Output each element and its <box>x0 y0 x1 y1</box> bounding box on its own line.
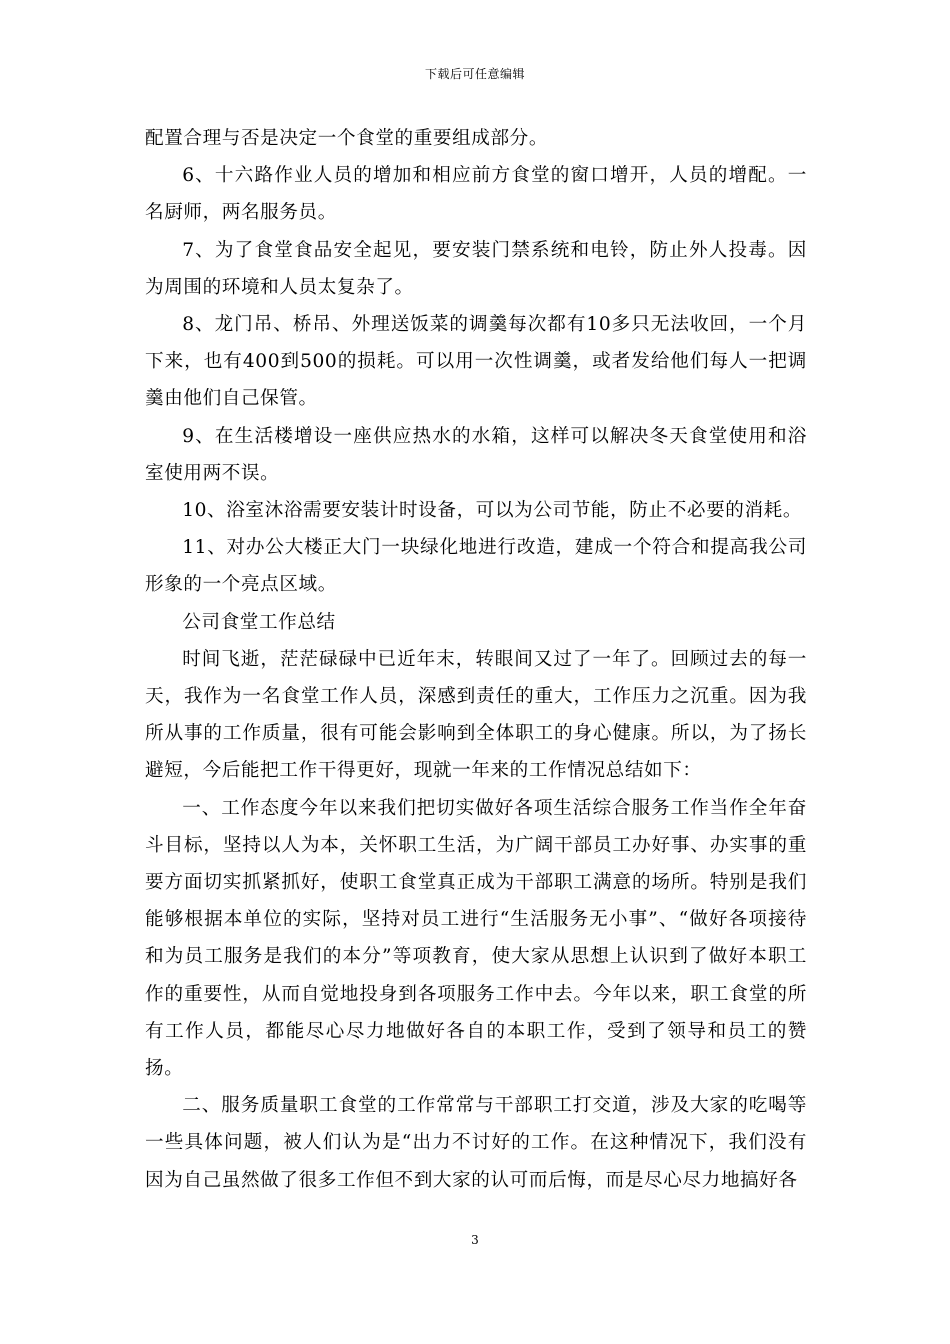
paragraph-intro: 时间飞逝，茫茫碌碌中已近年末，转眼间又过了一年了。回顾过去的每一天，我作为一名食堂工作人员，深感到责任的重大，工作压力之沉重。因为我所从事的工作质量，很有可能会影响到全体职工的身心健康。所以，为了扬长避短，今后能把工作干得更好，现就一年来的工作情况总结如下： <box>145 648 807 782</box>
page-header: 下载后可任意编辑 <box>424 67 525 81</box>
paragraph-section-1: 一、工作态度今年以来我们把切实做好各项生活综合服务工作当作全年奋斗目标，坚持以人为本，关怀职工生活，为广阔干部员工办好事、办实事的重要方面切实抓紧抓好，使职工食堂真正成为干部职工满意的场所。特别是我们能够根据本单位的实际，坚持对员工进行“生活服务无小事”、“做好各项接待和为员工服务是我们的本分”等项教育，使大家从思想上认识到了做好本职工作的重要性，从而自觉地投身到各项服务工作中去。今年以来，职工食堂的所有工作人员，都能尽心尽力地做好各自的本职工作，受到了领导和员工的赞扬。 <box>145 797 807 1080</box>
page-number: 3 <box>471 1233 479 1247</box>
section-title: 公司食堂工作总结 <box>182 611 336 633</box>
paragraph-item-6: 6、十六路作业人员的增加和相应前方食堂的窗口增开，人员的增配。一名厨师，两名服务员。 <box>145 165 807 224</box>
paragraph-item-8: 8、龙门吊、桥吊、外理送饭菜的调羹每次都有10多只无法收回，一个月下来，也有400到500的损耗。可以用一次性调羹，或者发给他们每人一把调羹由他们自己保管。 <box>145 314 807 410</box>
paragraph-item-10: 10、浴室沐浴需要安装计时设备，可以为公司节能，防止不必要的消耗。 <box>182 500 803 522</box>
paragraph-item-11: 11、对办公大楼正大门一块绿化地进行改造，建成一个符合和提高我公司形象的一个亮点区域。 <box>145 537 807 596</box>
paragraph-section-2: 二、服务质量职工食堂的工作常常与干部职工打交道，涉及大家的吃喝等一些具体问题，被人们认为是“出力不讨好的工作。在这种情况下，我们没有因为自己虽然做了很多工作但不到大家的认可而后悔，而是尽心尽力地搞好各 <box>145 1095 807 1191</box>
paragraph-item-9: 9、在生活楼增设一座供应热水的水箱，这样可以解决冬天食堂使用和浴室使用两不误。 <box>145 425 807 484</box>
paragraph-continuation: 配置合理与否是决定一个食堂的重要组成部分。 <box>145 128 549 149</box>
paragraph-item-7: 7、为了食堂食品安全起见，要安装门禁系统和电铃，防止外人投毒。因为周围的环境和人员太复杂了。 <box>145 239 807 298</box>
document-body <box>145 120 807 1199</box>
